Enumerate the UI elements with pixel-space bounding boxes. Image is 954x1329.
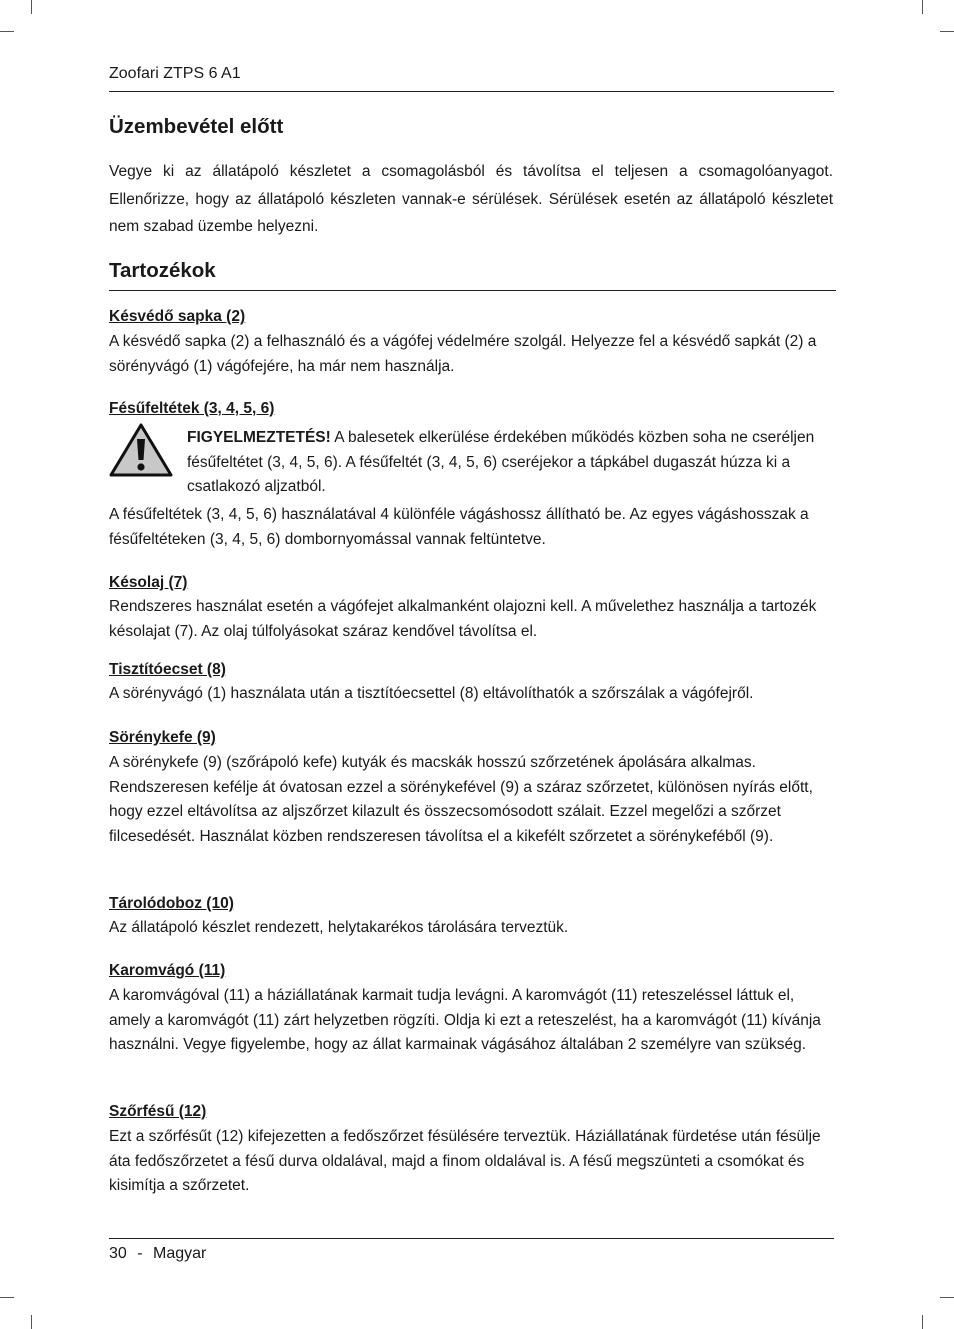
crop-mark	[940, 1297, 954, 1298]
crop-mark	[31, 0, 32, 14]
subheading-comb-attachments: Fésűfeltétek (3, 4, 5, 6)	[109, 400, 275, 417]
section-title-before-use: Üzembevétel előtt	[109, 115, 284, 138]
crop-mark	[0, 1297, 14, 1298]
footer-language: Magyar	[153, 1245, 207, 1262]
subheading-blade-oil: Késolaj (7)	[109, 574, 188, 591]
warning-label: FIGYELMEZTETÉS!	[187, 429, 331, 446]
crop-mark	[922, 0, 923, 14]
crop-mark	[31, 1315, 32, 1329]
subheading-blade-cap: Késvédő sapka (2)	[109, 308, 246, 325]
text-blade-oil: Rendszeres használat esetén a vágófejet alkalmanként olajozni kell. A művelethez használja a tartozék késolajat (7). Az olaj túlfolyásokat száraz kendővel távolítsa el.	[109, 598, 817, 640]
crop-mark	[922, 1315, 923, 1329]
text-comb-attachments: A fésűfeltétek (3, 4, 5, 6) használatával 4 különféle vágáshossz állítható be. Az egyes vágáshosszak a fésűfeltéteken (3, 4, 5, 6) dombornyomással vannak feltüntetve.	[109, 506, 809, 548]
subheading-claw-clipper: Karomvágó (11)	[109, 962, 226, 979]
page-header: Zoofari ZTPS 6 A1	[109, 65, 241, 82]
warning-icon	[108, 422, 174, 478]
subheading-cleaning-brush: Tisztítóecset (8)	[109, 661, 226, 678]
crop-mark	[940, 31, 954, 32]
warning-text	[187, 426, 833, 500]
crop-mark	[0, 31, 14, 32]
header-rule	[109, 91, 834, 92]
text-claw-clipper: A karomvágóval (11) a háziállatának karmait tudja levágni. A karomvágót (11) reteszeléssel láttuk el, amely a karomvágót (11) zárt helyzetben rögzíti. Oldja ki ezt a reteszelést, ha a karomvágót (11) kívánja használni. Vegye figyelembe, hogy az állat karmainak vágásához általában 2 személyre van szükség.	[109, 987, 821, 1053]
subheading-fur-comb: Szőrfésű (12)	[109, 1103, 207, 1120]
footer-separator: -	[137, 1245, 143, 1262]
text-blade-cap: A késvédő sapka (2) a felhasználó és a vágófej védelmére szolgál. Helyezze fel a késvédő sapkát (2) a sörényvágó (1) vágófejére, ha már nem használja.	[109, 333, 817, 375]
page-number: 30	[109, 1245, 127, 1262]
section-text-before-use: Vegye ki az állatápoló készletet a csomagolásból és távolítsa el teljesen a csomagolóanyagot. Ellenőrizze, hogy az állatápoló készleten vannak-e sérülések. Sérülések esetén az állatápoló készletet nem szabad üzembe helyezni.	[109, 163, 833, 235]
text-storage-box: Az állatápoló készlet rendezett, helytakarékos tárolására terveztük.	[109, 919, 569, 936]
footer-rule	[109, 1238, 834, 1239]
text-mane-brush: A sörénykefe (9) (szőrápoló kefe) kutyák és macskák hosszú szőrzetének ápolására alkalmas. Rendszeresen kefélje át óvatosan ezzel a sörénykefével (9) a száraz szőrzetet, különösen nyírás előtt, hogy ezzel eltávolítsa az aljszőrzet kilazult és összecsomósodott szálait. Ezzel megelőzi a szőrzet filcesedését. Használat közben rendszeresen távolítsa el a kikefélt szőrzetet a sörénykeféből (9).	[109, 754, 813, 845]
warning-body: A balesetek elkerülése érdekében működés közben soha ne cseréljen fésűfeltétet (3, 4, 5, 6). A fésűfeltét (3, 4, 5, 6) cseréjekor a tápkábel dugaszát húzza ki a csatlakozó aljzatból.	[187, 429, 815, 495]
subheading-storage-box: Tárolódoboz (10)	[109, 895, 234, 912]
section-rule	[109, 290, 836, 291]
page-footer	[109, 1243, 206, 1265]
text-fur-comb: Ezt a szőrfésűt (12) kifejezetten a fedőszőrzet fésülésére terveztük. Háziállatának fürdetése után fésülje áta fedőszőrzetet a fésű durva oldalával, majd a finom oldalával is. A fésű megszünteti a csomókat és kisimítja a szőrzetet.	[109, 1128, 821, 1194]
text-cleaning-brush: A sörényvágó (1) használata után a tisztítóecsettel (8) eltávolíthatók a szőrszálak a vágófejről.	[109, 685, 754, 702]
subheading-mane-brush: Sörénykefe (9)	[109, 729, 216, 746]
section-title-accessories: Tartozékok	[109, 259, 216, 282]
